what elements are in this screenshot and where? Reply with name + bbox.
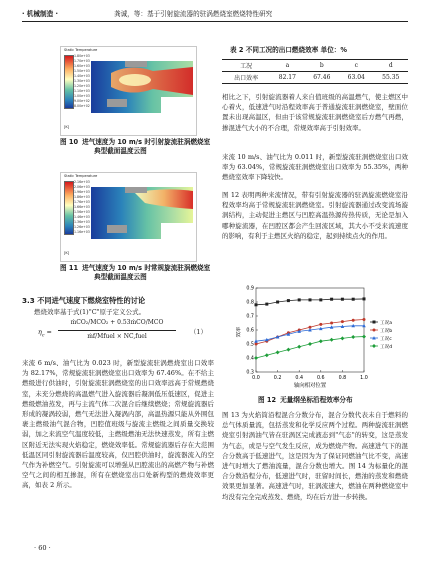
data-point — [363, 318, 366, 321]
table-header-cell: 工况 — [222, 60, 270, 72]
figure-10-number: 图 10 — [60, 138, 79, 146]
x-tick-label: 1.0 — [360, 376, 368, 381]
table-row — [222, 72, 408, 84]
figure-10-caption-line2: 典型截面温度云图 — [94, 147, 147, 155]
data-point — [319, 323, 322, 326]
table-header-cell: c — [339, 60, 373, 72]
body-paragraph-right-1: 相比之下，引射旋流器着人来自值班级的高温燃气，使主燃区中心着火，低速进气时沿程效率高于普通旋流驻涡燃烧室，壁面位置未出现高温区，但由于该常规旋流驻涡燃烧室后方燃气再燃，掺混进气大小的不合理，常规效率高于引射效率。 — [222, 93, 408, 132]
colorbar-value: 2.06e+03 — [74, 185, 90, 189]
data-point — [265, 303, 268, 306]
data-point — [330, 298, 333, 301]
figure-12-caption — [258, 396, 353, 405]
colorbar-value: 1.46e+03 — [74, 215, 90, 219]
data-point — [330, 322, 333, 325]
figure-11-unit: [K] — [64, 251, 70, 255]
y-tick-label: 0.5 — [246, 342, 254, 348]
x-tick-label: 0.8 — [338, 376, 347, 381]
figure-11-temperature-contour — [60, 172, 197, 262]
equation-fraction-bar — [58, 330, 176, 331]
table-cell: 出口效率 — [222, 72, 270, 84]
colorbar-value: 8.00e+02 — [74, 104, 90, 108]
colorbar-value: 1.70e+03 — [74, 59, 90, 63]
data-point — [276, 301, 279, 304]
data-point — [372, 344, 376, 348]
colorbar-value: 1.10e+03 — [74, 89, 90, 93]
table-cell: 82.17 — [270, 72, 304, 84]
table-cell: 63.04 — [339, 72, 373, 84]
figure-12-chart — [236, 280, 398, 392]
figure-11-caption-line1: 进气速度为 10 m/s 时常规旋流驻涡燃烧室 — [82, 264, 211, 272]
data-point — [341, 320, 344, 323]
table-cell: 55.35 — [374, 72, 409, 84]
body-paragraph-right-2: 来流 10 m/s、油气比为 0.011 时，新型旋流驻涡燃烧室出口效率为 63.04%，常规旋流驻涡燃烧室出口效率为 55.35%，两种燃烧室效率下降较快。 — [222, 153, 408, 182]
figure-11-caption-line2: 典型截面温度云图 — [94, 273, 147, 281]
colorbar-value: 1.56e+03 — [74, 210, 90, 214]
figure-10-caption-line1: 进气速度为 10 m/s 时引射旋流驻涡燃烧室 — [82, 138, 211, 146]
y-tick-label: 0.7 — [246, 314, 254, 320]
article-title-header: 龚诚，等：基于引射旋流器的驻涡燃烧室燃烧特性研究 — [114, 10, 273, 18]
body-paragraph-right-3: 图 12 表明两种来流情况，带有引射旋流器的驻涡旋流燃烧室沿程效率均高于常规旋流驻涡燃烧室。引射旋流器通过改变流场漩涡结构，主动促进主燃区与凹腔高温热源传热传质，无论是加入哪种旋流器，在凹腔区都会产生回流区域，其大小不受来流速度的影响，有利于主燃区火焰的稳定，起到持续点火的作用。 — [222, 191, 408, 240]
figure-10-colorbar — [64, 55, 74, 109]
page-number: · 60 · — [34, 544, 51, 552]
data-point — [352, 319, 355, 322]
legend-label: 工况a — [380, 320, 393, 326]
y-tick-label: 0.6 — [246, 328, 254, 334]
body-paragraph-right-4: 图 13 为火焰筒沿程混合分数分布，混合分数代表未自于燃料的总气体质量流，包括蒸发和化学反应两个过程。两种旋流驻涡燃烧室引射涡油气皆在驻涡区完成液态到"气态"的转变，这是蒸发为气态，或是与空气发生反应，成为燃烧产物。高速进气下的混合分数高于低速进气，这是因为为了保证同燃油气比不变，高速进气时增大了燃油流量，混合分数也增大。图 14 为标量化的混合分数沿程分布，低速进气时，驻留时间长，燃油的蒸发和燃烧效果更加显著。高速进气时，驻涡流速大，燃油在两种燃烧室中均没有完全完成蒸发、燃烧，均在后方进一步转换。 — [222, 411, 408, 501]
section-heading: 3.3 不同进气速度下燃烧室特性的讨论 — [22, 296, 146, 305]
colorbar-value: 9.00e+02 — [74, 99, 90, 103]
equation-intro: 燃烧效率基于式(1)"C"原子定义公式。 — [34, 308, 146, 316]
colorbar-value: 1.30e+03 — [74, 79, 90, 83]
x-tick-label: 0.2 — [273, 376, 282, 381]
colorbar-value: 1.26e+03 — [74, 225, 90, 229]
data-point — [373, 321, 376, 324]
colorbar-value: 1.66e+03 — [74, 205, 90, 209]
colorbar-value: 2.16e+03 — [74, 180, 90, 184]
legend-label: 工况b — [380, 328, 393, 334]
data-point — [341, 298, 344, 301]
table-header-cell: b — [305, 60, 339, 72]
figure-11-contour-plot — [91, 179, 193, 257]
equation-lhs: $\eta_c$ = — [38, 328, 52, 339]
chart-y-axis-label: 效率 — [236, 326, 242, 338]
x-tick-label: 0.4 — [295, 376, 304, 381]
colorbar-value: 1.50e+03 — [74, 69, 90, 73]
figure-12-number: 图 12 — [258, 396, 277, 404]
header-rule — [22, 21, 408, 22]
equation-denominator: ṁf/Mfuel × NC,fuel — [87, 333, 147, 340]
data-point — [319, 298, 322, 301]
figure-11-number: 图 11 — [60, 264, 79, 272]
colorbar-value: 1.40e+03 — [74, 74, 90, 78]
figure-10-contour-plot — [91, 53, 193, 131]
y-tick-label: 0.4 — [246, 356, 254, 362]
colorbar-value: 1.60e+03 — [74, 64, 90, 68]
figure-10-temperature-contour — [60, 46, 197, 136]
data-point — [287, 299, 290, 302]
figure-12-caption-text: 无量纲坐标沿程效率分布 — [280, 396, 353, 404]
running-header — [22, 8, 408, 20]
colorbar-value: 1.86e+03 — [74, 195, 90, 199]
figure-11-caption — [60, 264, 220, 282]
colorbar-value: 1.80e+03 — [74, 54, 90, 58]
equation-numerator: ṁCO₂/MCO₂ + 0.53ṁCO/MCO — [70, 319, 164, 326]
table-2-title: 表 2 不同工况的出口燃烧效率 单位：% — [230, 46, 347, 54]
colorbar-value: 1.36e+03 — [74, 220, 90, 224]
data-point — [298, 298, 301, 301]
table-header-cell: a — [270, 60, 304, 72]
figure-11-legend-title: Static Temperature — [64, 174, 98, 178]
data-point — [255, 303, 258, 306]
data-point — [255, 343, 258, 346]
figure-10-unit: [K] — [64, 125, 70, 129]
data-point — [352, 298, 355, 301]
table-cell: 67.46 — [305, 72, 339, 84]
data-point — [309, 298, 312, 301]
figure-10-caption — [60, 138, 220, 156]
legend-label: 工况c — [380, 336, 392, 342]
table-header-row — [222, 60, 408, 72]
data-point — [363, 297, 366, 300]
y-tick-label: 0.3 — [246, 370, 254, 376]
equation-1 — [38, 317, 216, 351]
figure-11-colorbar — [64, 181, 74, 235]
x-tick-label: 0.0 — [252, 376, 260, 381]
legend-label: 工况d — [380, 344, 393, 350]
y-tick-label: 0.8 — [246, 300, 254, 306]
x-tick-label: 0.6 — [316, 376, 325, 381]
y-tick-label: 0.9 — [246, 286, 254, 292]
colorbar-value: 1.00e+03 — [74, 94, 90, 98]
body-paragraph-left: 来流 6 m/s、油气比为 0.023 时，新型旋流驻涡燃烧室出口效率为 82.17%，常规旋流驻涡燃烧室出口效率为 67.46%。在不给主燃级进行供油时，引射旋流驻涡燃烧室的出口效率远高于常规燃烧室，未充分燃烧的高温燃气进入旋流器后凝涡低压低速区，促进主燃级燃油蒸发，再与主流气体二次混合后继续燃烧；常规旋流器后形成的凝涡较弱，燃气无法进入凝涡内部，高温热源只能从外围包裹主燃级油气混合物，凹腔值班级与旋流主燃级之间质量交换较弱，加之来流空气温度较低，主燃级燃油无法快速蒸发，所有主燃区附近无法实现火焰稳定，燃烧效率低。常规旋流器后存在大范围低温区同引射旋流器后温度较高，仅凹腔供油时，旋流器流入的空气作为补燃空气。引射旋流可以增强从凹腔流出的高燃产物与补燃空气之间的相互掺混，所有在燃烧室出口处新构型的燃烧效率更高，如表 2 所示。 — [22, 359, 214, 490]
chart-x-axis-label: 轴向相对位置 — [293, 383, 327, 389]
colorbar-value: 1.16e+03 — [74, 230, 90, 234]
journal-name: · 机械制造 · — [22, 10, 58, 18]
colorbar-value: 1.96e+03 — [74, 190, 90, 194]
colorbar-value: 1.20e+03 — [74, 84, 90, 88]
table-2 — [222, 59, 408, 84]
figure-10-legend-title: Static Temperature — [64, 48, 98, 52]
colorbar-value: 1.76e+03 — [74, 200, 90, 204]
equation-number: （1） — [190, 328, 207, 336]
table-header-cell: d — [374, 60, 409, 72]
data-point — [373, 329, 376, 332]
